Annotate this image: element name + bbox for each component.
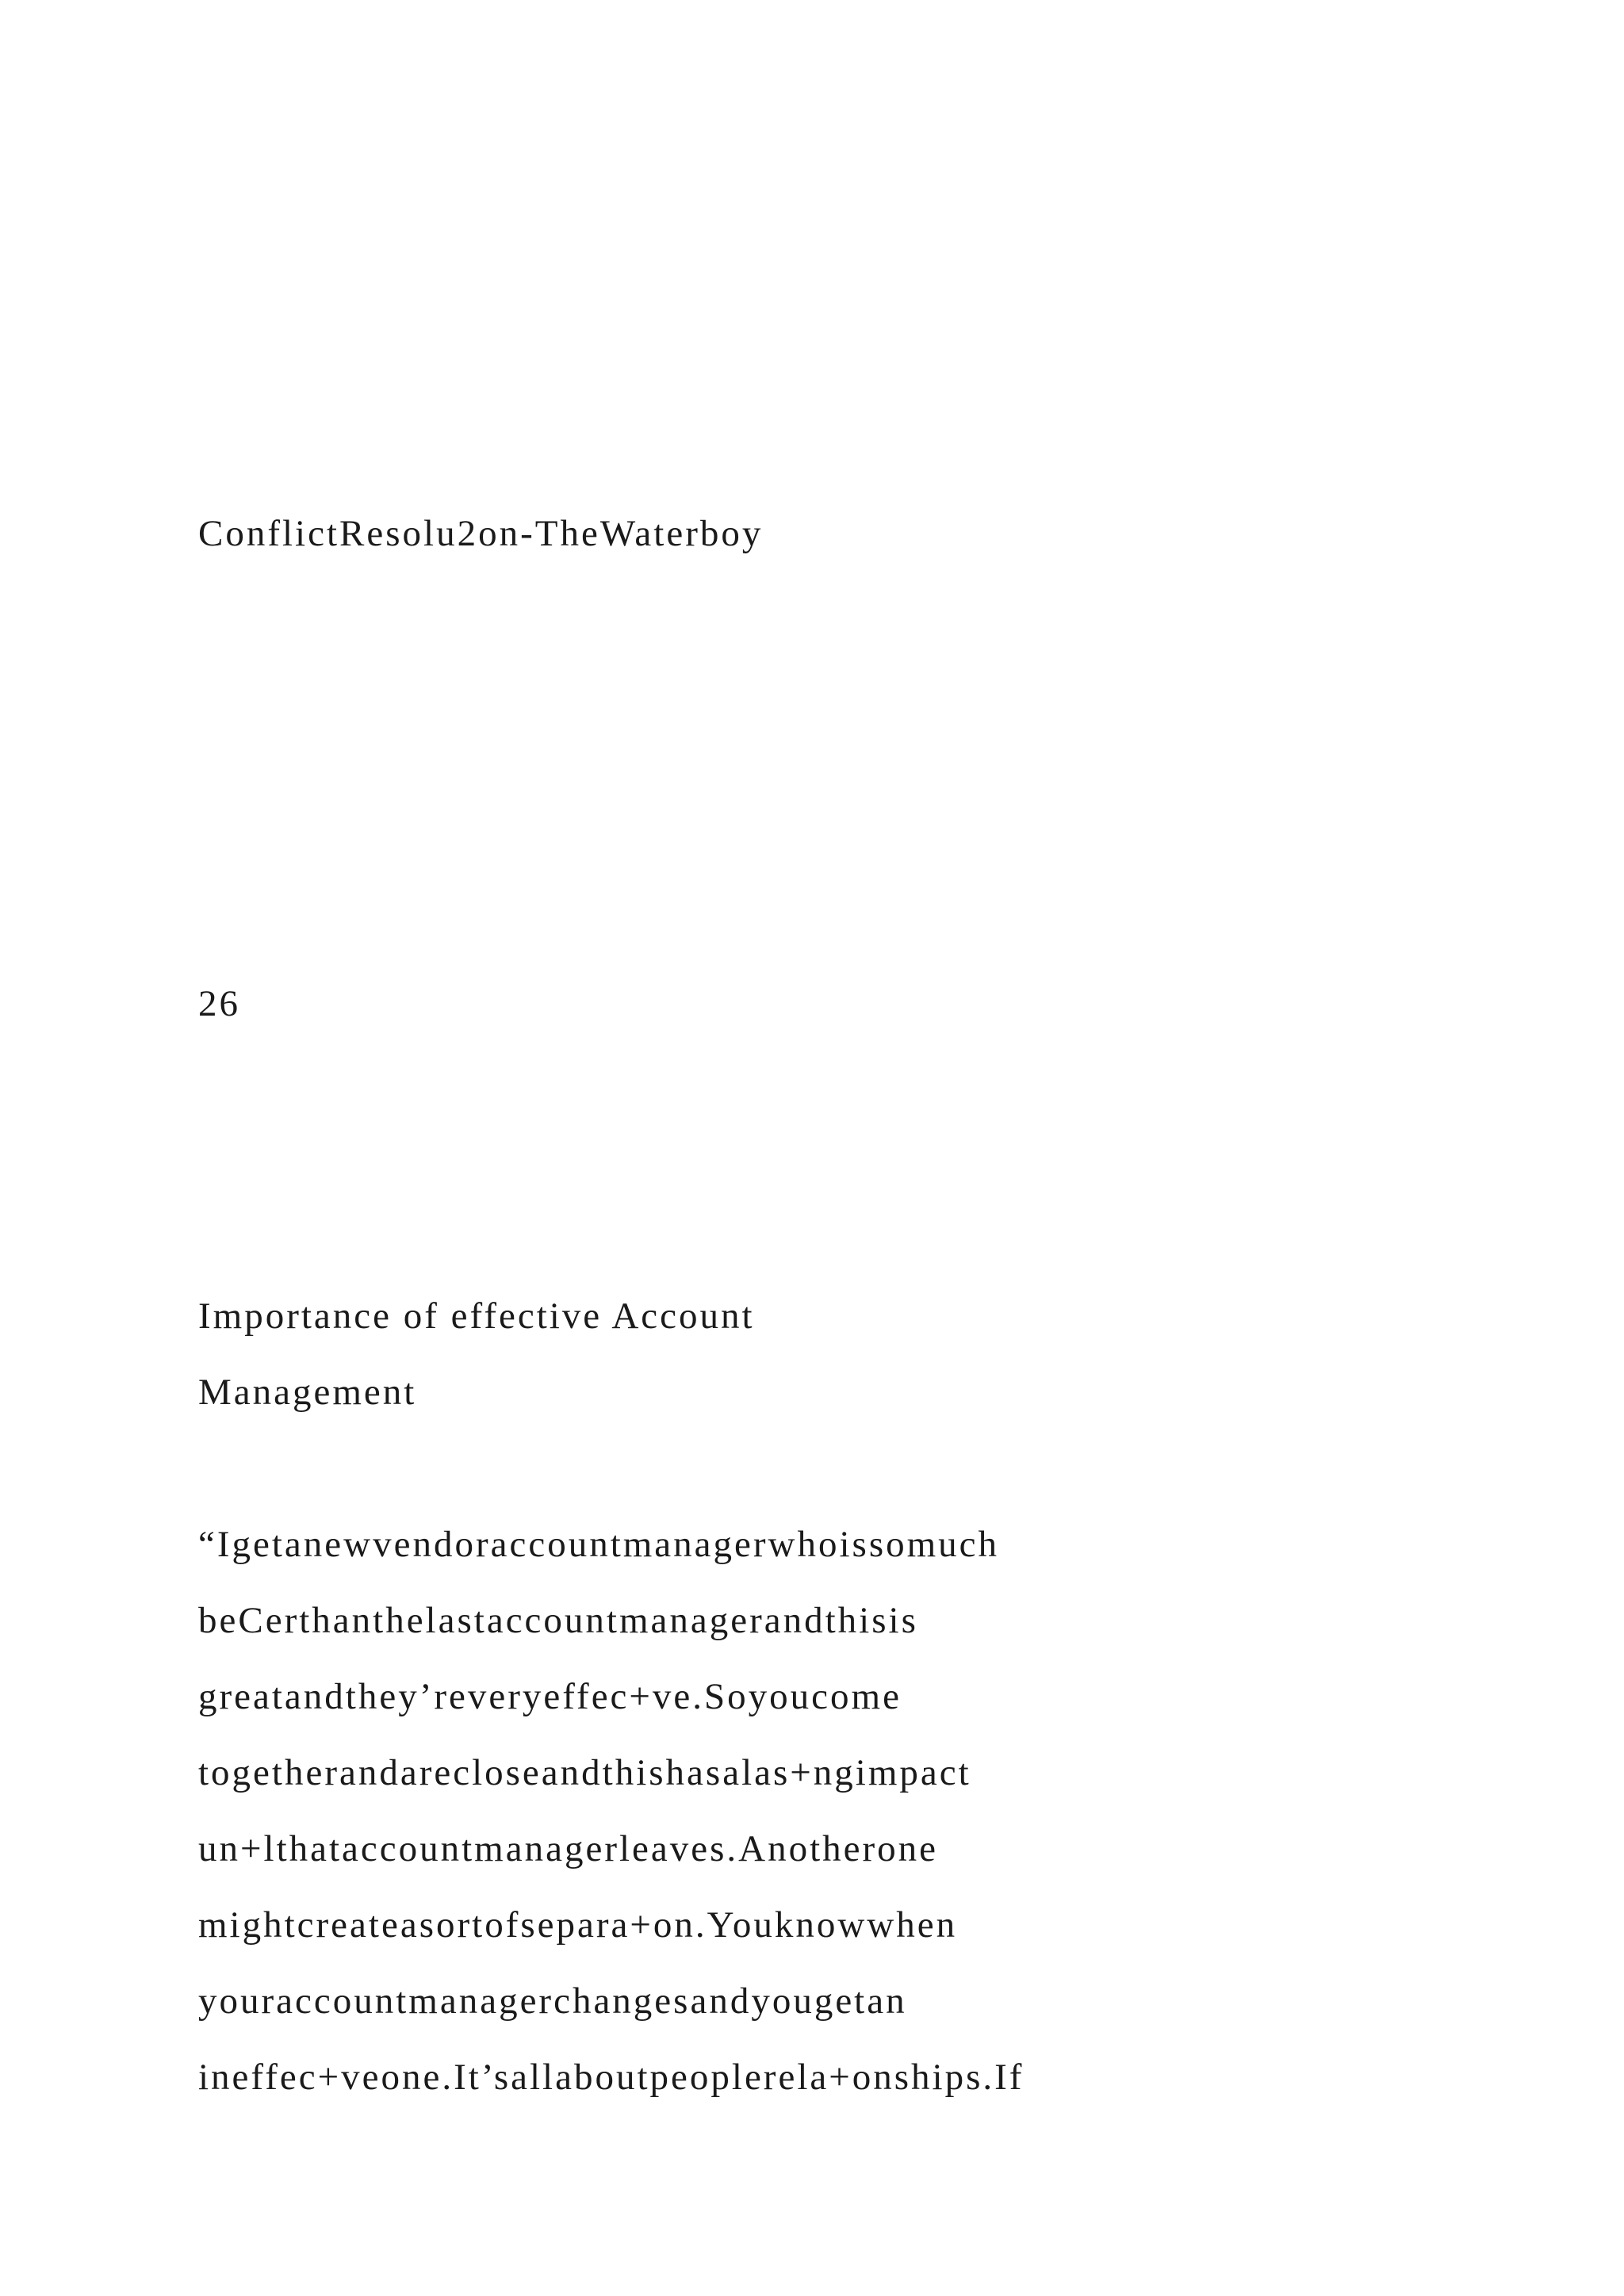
- quote-line-5: un+lthataccountmanagerleaves.Anotherone: [198, 1828, 939, 1869]
- quote-line-1: “Igetanewvendoraccountmanagerwhoissomuch: [198, 1524, 1000, 1565]
- quote-line-2: beCerthanthelastaccountmanagerandthisis: [198, 1600, 918, 1641]
- quote-line-3: greatandthey’reveryeffec+ve.Soyoucome: [198, 1676, 902, 1717]
- quote-line-4: togetherandarecloseandthishasalas+ngimpact: [198, 1752, 971, 1793]
- quote-line-8: ineffec+veone.It’sallaboutpeoplerela+onships.If: [198, 2057, 1025, 2098]
- section-heading-line-2: Management: [198, 1372, 417, 1413]
- quote-line-7: youraccountmanagerchangesandyougetan: [198, 1980, 907, 2022]
- page-number: 26: [198, 983, 240, 1024]
- slide-title: ConflictResolu2on-TheWaterboy: [198, 513, 764, 554]
- quote-line-6: mightcreateasortofsepara+on.Youknowwhen: [198, 1904, 958, 1946]
- section-heading-line-1: Importance of effective Account: [198, 1295, 755, 1337]
